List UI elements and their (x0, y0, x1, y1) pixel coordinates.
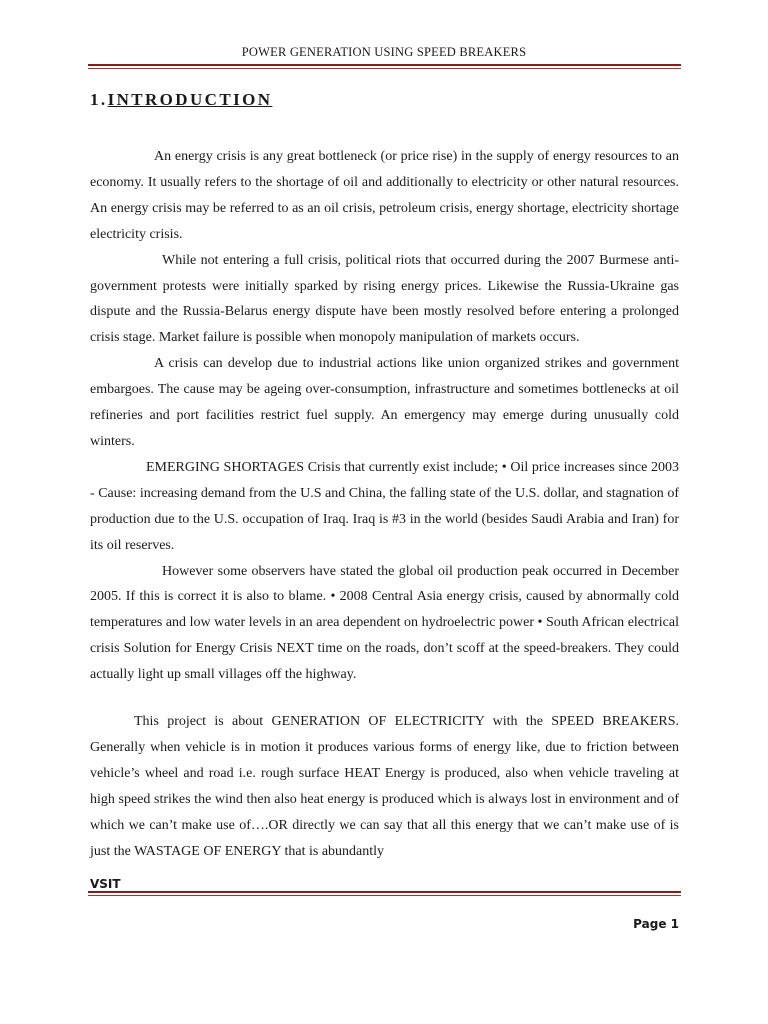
footer-institute: VSIT (90, 877, 121, 891)
paragraph-1: An energy crisis is any great bottleneck (or price rise) in the supply of energy resources to an economy. It usually refers to the shortage of oil and additionally to electricity or other natural resources. An energy crisis may be referred to as an oil crisis, petroleum crisis, energy shortage, electricity shortage electricity crisis. (90, 149, 679, 242)
paragraph-3: A crisis can develop due to industrial actions like union organized strikes and government embargoes. The cause may be ageing over-consumption, infrastructure and sometimes bottlenecks at oil refineries and port facilities restrict fuel supply. An emergency may emerge during unusually cold winters. (90, 356, 679, 449)
paragraph-2: While not entering a full crisis, political riots that occurred during the 2007 Burmese anti-government protests were initially sparked by rising energy prices. Likewise the Russia-Ukraine gas dispute and the Russia-Belarus energy dispute have been mostly resolved before entering a prolonged crisis stage. Market failure is possible when monopoly manipulation of markets occurs. (90, 252, 679, 346)
footer-rule-thick (88, 891, 681, 893)
paragraph-gap (90, 688, 679, 709)
header-rule-thick (88, 64, 681, 66)
paragraph-6: This project is about GENERATION OF ELECTRICITY with the SPEED BREAKERS. Generally when vehicle is in motion it produces various forms of energy like, due to friction between vehicle’s wheel and road i.e. rough surface HEAT Energy is produced, also when vehicle traveling at high speed strikes the wind then also heat energy is produced which is always lost in environment and of which we can’t make use of….OR directly we can say that all this energy that we can’t make use of is just the WASTAGE OF ENERGY that is abundantly (90, 714, 679, 859)
section-number: 1. (90, 90, 108, 109)
header-rule-thin (88, 68, 681, 69)
paragraph-5: However some observers have stated the global oil production peak occurred in December 2005. If this is correct it is also to blame. • 2008 Central Asia energy crisis, caused by abnormally cold temperatures and low water levels in an area dependent on hydroelectric power • South African electrical crisis Solution for Energy Crisis NEXT time on the roads, don’t scoff at the speed-breakers. They could actually light up small villages off the highway. (90, 563, 679, 683)
header-title: POWER GENERATION USING SPEED BREAKERS (241, 45, 527, 59)
paragraph-4: EMERGING SHORTAGES Crisis that currently exist include; • Oil price increases since 2003 - Cause: increasing demand from the U.S and China, the falling state of the U.S. dollar, and stagnation of production due to the U.S. occupation of Iraq. Iraq is #3 in the world (besides Saudi Arabia and Iran) for its oil reserves. (90, 459, 679, 553)
page-number: Page 1 (633, 917, 679, 931)
body-text (90, 144, 679, 864)
footer-rule-thin (88, 895, 681, 896)
section-heading (90, 90, 272, 110)
section-title: INTRODUCTION (107, 90, 273, 109)
